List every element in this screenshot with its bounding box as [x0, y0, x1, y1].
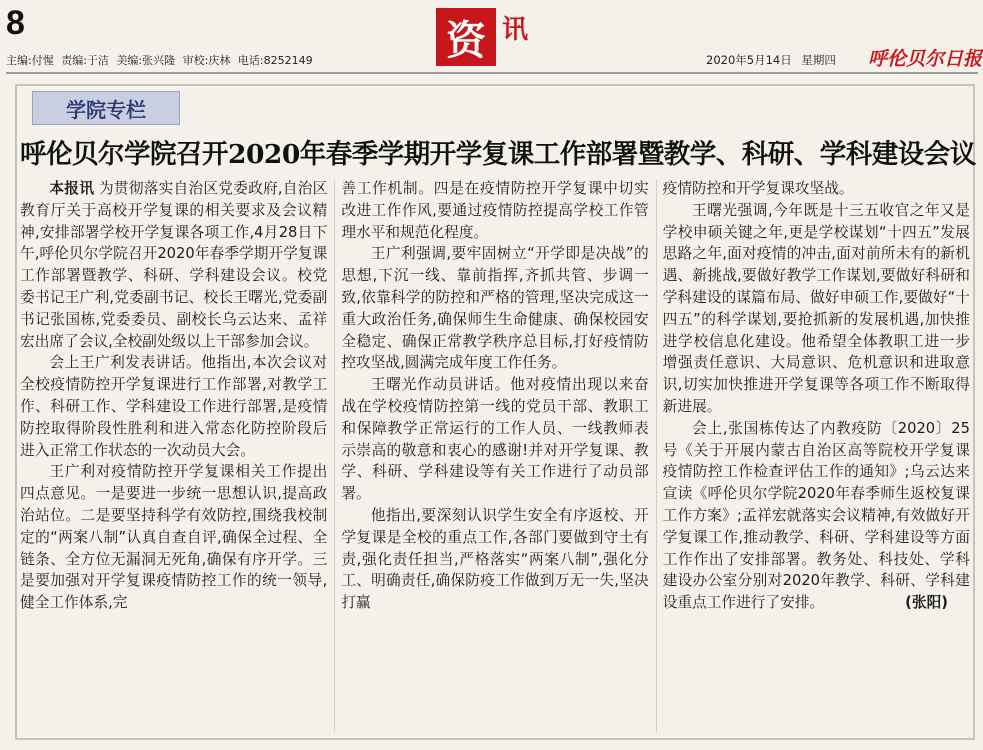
column-1: [20, 178, 327, 734]
editor-chief: 主编:付惺: [6, 54, 54, 67]
editor-responsible: 责编:于洁: [61, 54, 109, 67]
paragraph-text: 为贯彻落实自治区党委政府,自治区教育厅关于高校开学复课的相关要求及会议精神,安排部署学校开学复课各项工作,4月28日下午,呼伦贝尔学院召开2020年春季学期开学复课工作部署暨教学、科研、学科建设会议。校党委书记王广利,党委副书记、校长王曙光,党委副书记张国栋,党委委员、副校长乌云达来、孟祥宏出席了会议,全校副处级以上干部参加会议。: [20, 180, 328, 350]
editor-phone: 电话:8252149: [237, 54, 313, 67]
column-tag: 学院专栏: [32, 91, 180, 125]
newspaper-masthead: 呼伦贝尔日报: [868, 48, 983, 70]
page-number: 8: [6, 4, 25, 42]
header-rule: [6, 72, 978, 74]
column-2: [341, 178, 648, 734]
editor-art: 美编:张兴隆: [116, 54, 176, 67]
dateline: [706, 52, 842, 68]
paragraph: 王广利强调,要牢固树立“开学即是决战”的思想,下沉一线、靠前指挥,齐抓共管、步调一致,依靠科学的防控和严格的管理,坚决完成这一重大政治任务,确保师生生命健康、确保校园安全稳定、确保正常教学秩序总目标,打好疫情防控攻坚战,圆满完成年度工作任务。: [341, 245, 649, 372]
article-body: [20, 178, 970, 734]
paragraph: 他指出,要深刻认识学生安全有序返校、开学复课是全校的重点工作,各部门要做到守土有责,强化责任担当,严格落实“两案八制”,强化分工、明确责任,确保防疫工作做到万无一失,坚决打赢: [341, 506, 649, 612]
paragraph: 会上王广利发表讲话。他指出,本次会议对全校疫情防控开学复课进行工作部署,对教学工作、科研工作、学科建设工作进行部署,是疫情防控取得阶段性胜利和进入常态化防控阶段后进入正常工作状态的一次动员大会。: [20, 354, 328, 459]
lead-label: 本报讯: [49, 180, 95, 197]
editor-credits: [6, 52, 317, 68]
editor-proof: 审校:庆林: [182, 54, 231, 67]
section-small-char: 讯: [502, 15, 529, 45]
paragraph: [20, 178, 327, 352]
section-big-char: 资: [436, 8, 496, 66]
paragraph-text: 会上,张国栋传达了内教疫防〔2020〕25号《关于开展内蒙古自治区高等院校开学复课疫情防控工作检查评估工作的通知》;乌云达来宣读《呼伦贝尔学院2020年春季师生返校复课工作方案》;孟祥宏就落实会议精神,有效做好开学复课工作,推动教学、科研、学科建设等方面工作作出了安排部署。教务处、科技处、学科建设办公室分别对2020年教学、科研、学科建设重点工作进行了安排。: [662, 419, 970, 612]
paragraph: [663, 418, 970, 614]
weekday: 星期四: [801, 53, 836, 67]
date: 2020年5月14日: [706, 53, 792, 67]
paragraph: 善工作机制。四是在疫情防控开学复课中切实改进工作作风,要通过疫情防控提高学校工作管理水平和规范化程度。: [341, 180, 649, 241]
column-3: [663, 178, 970, 734]
paragraph: 疫情防控和开学复课攻坚战。: [662, 180, 854, 197]
article-headline: 呼伦贝尔学院召开2020年春季学期开学复课工作部署暨教学、科研、学科建设会议: [20, 139, 976, 170]
article-byline: (张阳): [905, 594, 948, 612]
paragraph: 王曙光作动员讲话。他对疫情出现以来奋战在学校疫情防控第一线的党员干部、教职工和保障教学正常运行的工作人员、一线教师表示崇高的敬意和衷心的感谢!并对开学复课、教学、科研、学科建设等有关工作进行了动员部署。: [341, 376, 649, 503]
paragraph: 王广利对疫情防控开学复课相关工作提出四点意见。一是要进一步统一思想认识,提高政治站位。二是要坚持科学有效防控,围绕我校制定的“两案八制”认真自查自评,确保全过程、全链条、全方位无漏洞无死角,确保有序开学。三是要加强对开学复课疫情防控工作的统一领导,健全工作体系,完: [20, 463, 328, 612]
paragraph: 王曙光强调,今年既是十三五收官之年又是学校申硕关键之年,更是学校谋划“十四五”发展思路之年,面对疫情的冲击,面对前所未有的新机遇、新挑战,要做好教学工作谋划,要做好科研和学科建设的谋篇布局、做好申硕工作,要做好“十四五”的科学谋划,要抢抓新的发展机遇,加快推进学校信息化建设。他希望全体教职工进一步增强责任意识、大局意识、危机意识和进取意识,切实加快推进开学复课等各项工作不断取得新进展。: [662, 201, 970, 415]
section-logo: [436, 8, 528, 66]
